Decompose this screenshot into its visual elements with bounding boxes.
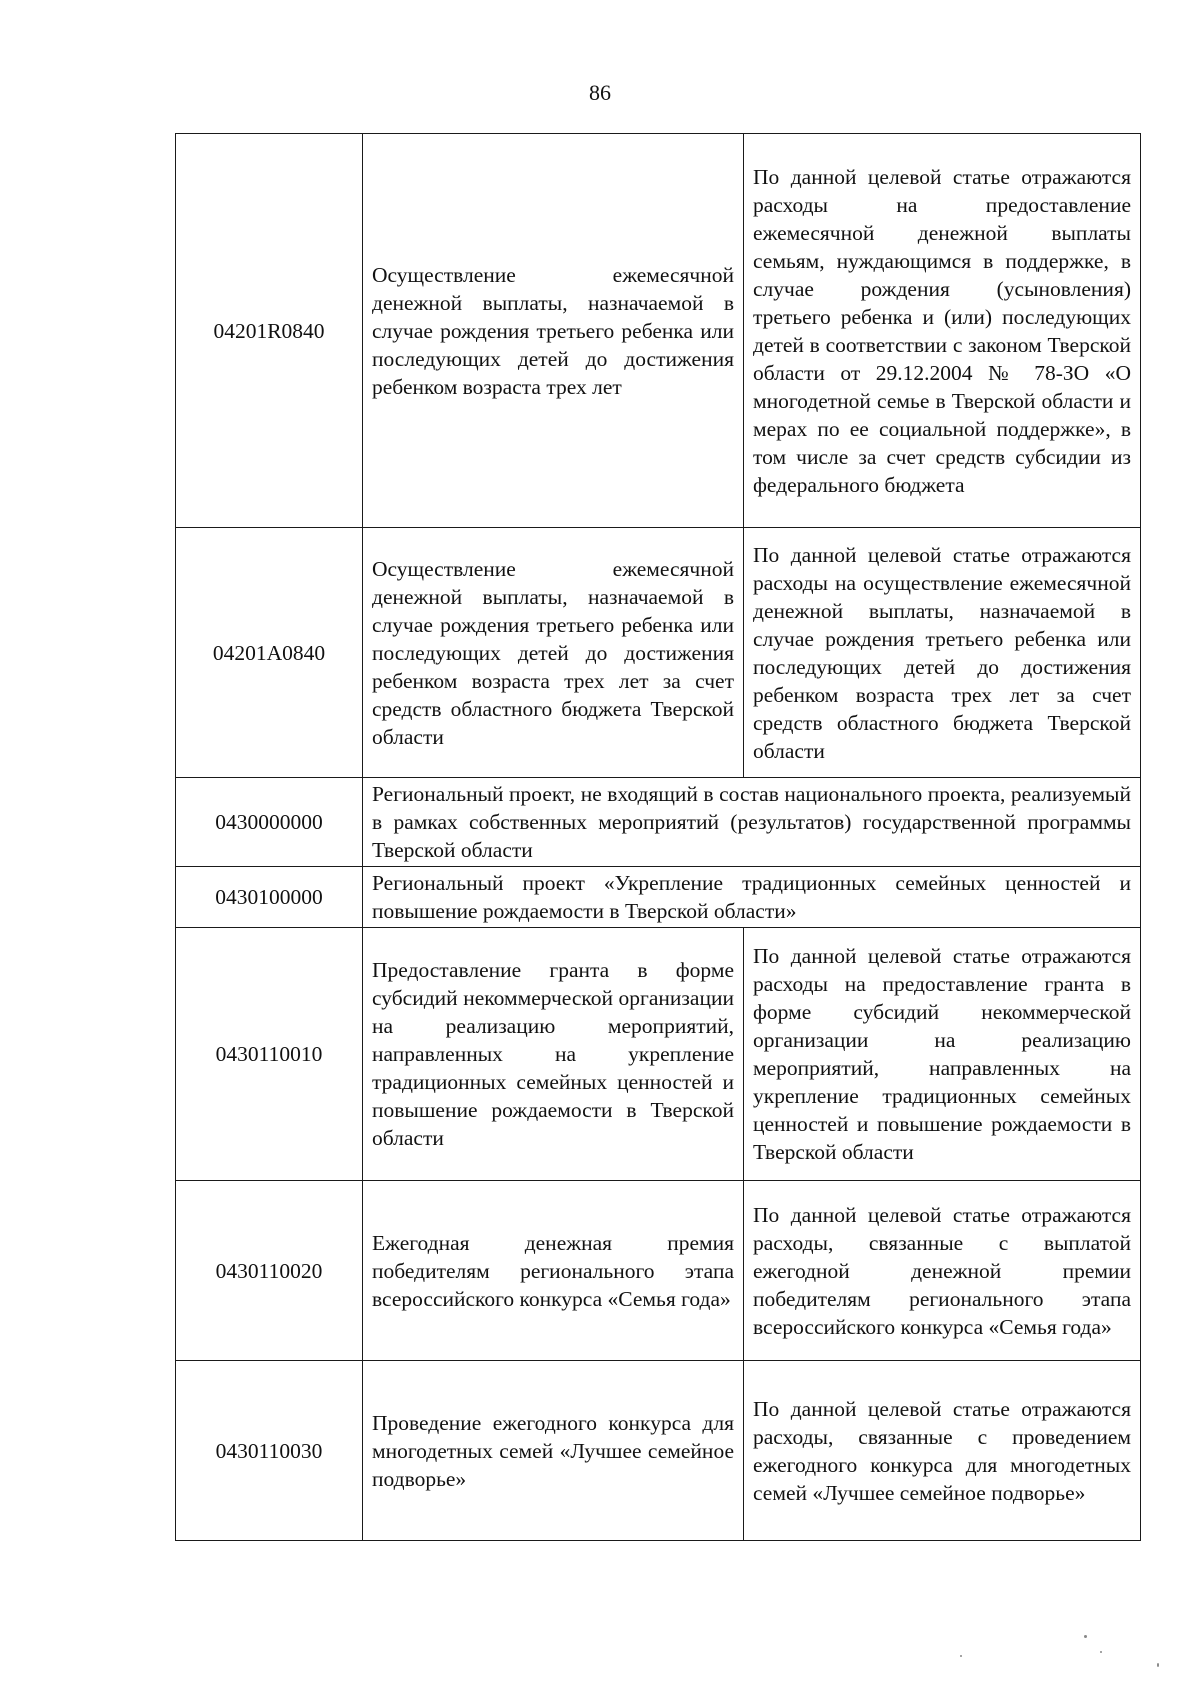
article-name-cell: Региональный проект «Укрепление традиционных семейных ценностей и повышение рождаемости в Тверской области» <box>363 867 1141 928</box>
page-number: 86 <box>589 80 611 105</box>
article-name-cell: Ежегодная денежная премия победителям регионального этапа всероссийского конкурса «Семья года» <box>363 1181 744 1361</box>
article-name-cell: Осуществление ежемесячной денежной выплаты, назначаемой в случае рождения третьего ребенка или последующих детей до достижения ребенком возраста трех лет <box>363 134 744 528</box>
table-row <box>176 928 1141 1181</box>
target-code-cell: 0430110020 <box>176 1181 363 1361</box>
article-description-cell: По данной целевой статье отражаются расходы на осуществление ежемесячной денежной выплаты, назначаемой в случае рождения третьего ребенка или последующих детей до достижения ребенком возраста трех лет за счет средств областного бюджета Тверской области <box>744 528 1141 778</box>
scan-speck <box>960 1655 962 1657</box>
article-name-cell: Предоставление гранта в форме субсидий некоммерческой организации на реализацию мероприятий, направленных на укрепление традиционных семейных ценностей и повышение рождаемости в Тверской области <box>363 928 744 1181</box>
article-name-cell: Региональный проект, не входящий в состав национального проекта, реализуемый в рамках собственных мероприятий (результатов) государственной программы Тверской области <box>363 778 1141 867</box>
table-row <box>176 778 1141 867</box>
article-description-cell: По данной целевой статье отражаются расходы, связанные с проведением ежегодного конкурса для многодетных семей «Лучшее семейное подворье» <box>744 1361 1141 1541</box>
article-name-cell: Осуществление ежемесячной денежной выплаты, назначаемой в случае рождения третьего ребенка или последующих детей до достижения ребенком возраста трех лет за счет средств областного бюджета Тверской области <box>363 528 744 778</box>
table-row <box>176 528 1141 778</box>
article-description-cell: По данной целевой статье отражаются расходы, связанные с выплатой ежегодной денежной премии победителям регионального этапа всероссийского конкурса «Семья года» <box>744 1181 1141 1361</box>
table-row <box>176 134 1141 528</box>
target-code-cell: 0430000000 <box>176 778 363 867</box>
scan-speck <box>1100 1651 1102 1653</box>
article-description-cell: По данной целевой статье отражаются расходы на предоставление ежемесячной денежной выплаты семьям, нуждающимся в поддержке, в случае рождения (усыновления) третьего ребенка и (или) последующих детей в соответствии с законом Тверской области от 29.12.2004 № 78-ЗО «О многодетной семье в Тверской области и мерах по ее социальной поддержке», в том числе за счет средств субсидии из федерального бюджета <box>744 134 1141 528</box>
article-name-cell: Проведение ежегодного конкурса для многодетных семей «Лучшее семейное подворье» <box>363 1361 744 1541</box>
budget-classification-table <box>175 133 1141 1541</box>
target-code-cell: 04201A0840 <box>176 528 363 778</box>
target-code-cell: 0430110010 <box>176 928 363 1181</box>
scan-speck <box>1157 1663 1159 1667</box>
target-code-cell: 0430110030 <box>176 1361 363 1541</box>
table-row <box>176 1361 1141 1541</box>
scan-speck <box>1084 1635 1087 1638</box>
target-code-cell: 04201R0840 <box>176 134 363 528</box>
target-code-cell: 0430100000 <box>176 867 363 928</box>
article-description-cell: По данной целевой статье отражаются расходы на предоставление гранта в форме субсидий некоммерческой организации на реализацию мероприятий, направленных на укрепление традиционных семейных ценностей и повышение рождаемости в Тверской области <box>744 928 1141 1181</box>
table-row <box>176 867 1141 928</box>
table-row <box>176 1181 1141 1361</box>
